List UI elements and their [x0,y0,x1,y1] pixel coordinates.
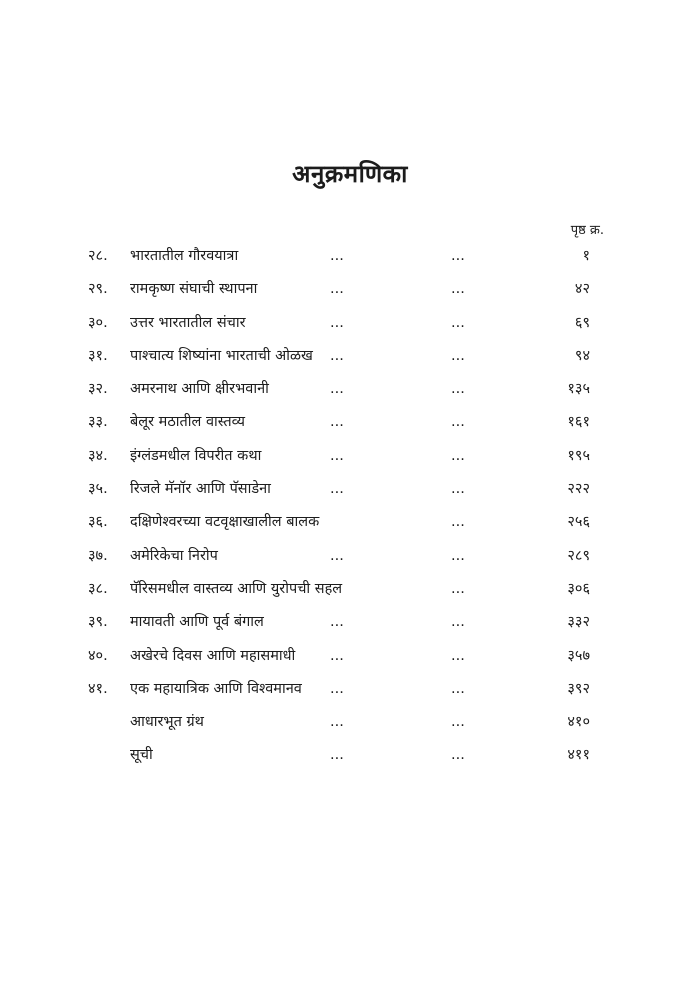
leader-dots: ... [451,414,465,431]
toc-entry [0,246,700,279]
toc-entry [0,313,700,346]
leader-dots: ... [451,381,465,398]
page-number-column-label: पृष्ठ क्र. [570,223,604,238]
toc-entry [0,479,700,512]
leader-dots: ... [330,614,344,631]
entry-page-number: ९४ [574,347,590,364]
entry-title: पॅरिसमधील वास्तव्य आणि युरोपची सहल [130,580,343,597]
entry-page-number: २२२ [567,481,590,498]
entry-title: भारतातील गौरवयात्रा [130,248,239,264]
entry-number: २९. [88,281,108,298]
entry-title: दक्षिणेश्वरच्या वटवृक्षाखालील बालक [130,514,320,531]
toc-entry [0,612,700,645]
entry-number: ३०. [88,314,108,331]
entry-number: ३६. [88,514,108,531]
entry-title: उत्तर भारतातील संचार [130,314,246,331]
entry-page-number: ४२ [574,281,590,298]
toc-entry [0,379,700,412]
page-title: अनुक्रमणिका [292,160,408,188]
entry-number: ३३. [88,414,108,431]
leader-dots: ... [451,747,465,764]
toc-entry [0,646,700,679]
toc-entry [0,446,700,479]
leader-dots: ... [330,281,344,298]
entry-title: रामकृष्ण संघाची स्थापना [130,281,258,298]
entry-title: मायावती आणि पूर्व बंगाल [130,614,264,631]
entry-title: अमेरिकेचा निरोप [130,547,218,564]
leader-dots: ... [330,314,344,331]
toc-entry [0,412,700,445]
toc-entry [0,346,700,379]
leader-dots: ... [451,547,465,564]
entry-page-number: ३५७ [567,647,590,664]
entry-number: ३४. [88,447,108,464]
entry-title: इंग्लंडमधील विपरीत कथा [130,447,262,464]
entry-number: ३५. [88,481,108,498]
leader-dots: ... [330,714,344,731]
entry-number: २८. [88,248,108,264]
entry-number: ३१. [88,347,108,364]
leader-dots: ... [451,680,465,697]
entry-title: अखेरचे दिवस आणि महासमाधी [130,647,296,664]
entry-title: एक महायात्रिक आणि विश्वमानव [130,680,302,697]
leader-dots: ... [451,281,465,298]
leader-dots: ... [451,447,465,464]
entry-page-number: २५६ [567,514,590,531]
entry-page-number: ३९२ [567,680,590,697]
table-of-contents [0,246,700,779]
leader-dots: ... [451,514,465,531]
leader-dots: ... [330,680,344,697]
leader-dots: ... [451,647,465,664]
entry-page-number: ४११ [567,747,590,764]
leader-dots: ... [451,481,465,498]
toc-entry [0,579,700,612]
leader-dots: ... [330,414,344,431]
entry-title: सूची [130,747,153,764]
entry-number: ३९. [88,614,108,631]
toc-entry [0,512,700,545]
entry-page-number: २८९ [567,547,590,564]
leader-dots: ... [330,447,344,464]
entry-title: पाश्चात्य शिष्यांना भारताची ओळख [130,347,313,364]
entry-page-number: १९५ [567,447,590,464]
leader-dots: ... [451,248,465,264]
entry-number: ३२. [88,381,108,398]
toc-entry [0,712,700,745]
toc-entry [0,546,700,579]
entry-number: ४१. [88,680,108,697]
leader-dots: ... [330,747,344,764]
entry-page-number: १६१ [567,414,590,431]
leader-dots: ... [330,381,344,398]
leader-dots: ... [451,614,465,631]
leader-dots: ... [330,647,344,664]
toc-entry [0,279,700,312]
entry-title: अमरनाथ आणि क्षीरभवानी [130,381,269,398]
entry-title: बेलूर मठातील वास्तव्य [130,414,246,431]
entry-page-number: ४१० [567,714,590,731]
leader-dots: ... [330,347,344,364]
leader-dots: ... [330,547,344,564]
leader-dots: ... [451,314,465,331]
entry-title: रिजले मॅनॉर आणि पॅसाडेना [130,481,271,498]
leader-dots: ... [451,714,465,731]
entry-page-number: ६९ [574,314,590,331]
entry-page-number: ३३२ [567,614,590,631]
entry-number: ३७. [88,547,108,564]
entry-page-number: १ [582,248,590,264]
entry-title: आधारभूत ग्रंथ [130,714,204,731]
toc-entry [0,745,700,778]
leader-dots: ... [451,347,465,364]
toc-entry [0,679,700,712]
entry-number: ४०. [88,647,108,664]
leader-dots: ... [330,248,344,264]
entry-number: ३८. [88,580,108,597]
entry-page-number: ३०६ [567,580,590,597]
entry-page-number: १३५ [567,381,590,398]
leader-dots: ... [330,481,344,498]
leader-dots: ... [451,580,465,597]
